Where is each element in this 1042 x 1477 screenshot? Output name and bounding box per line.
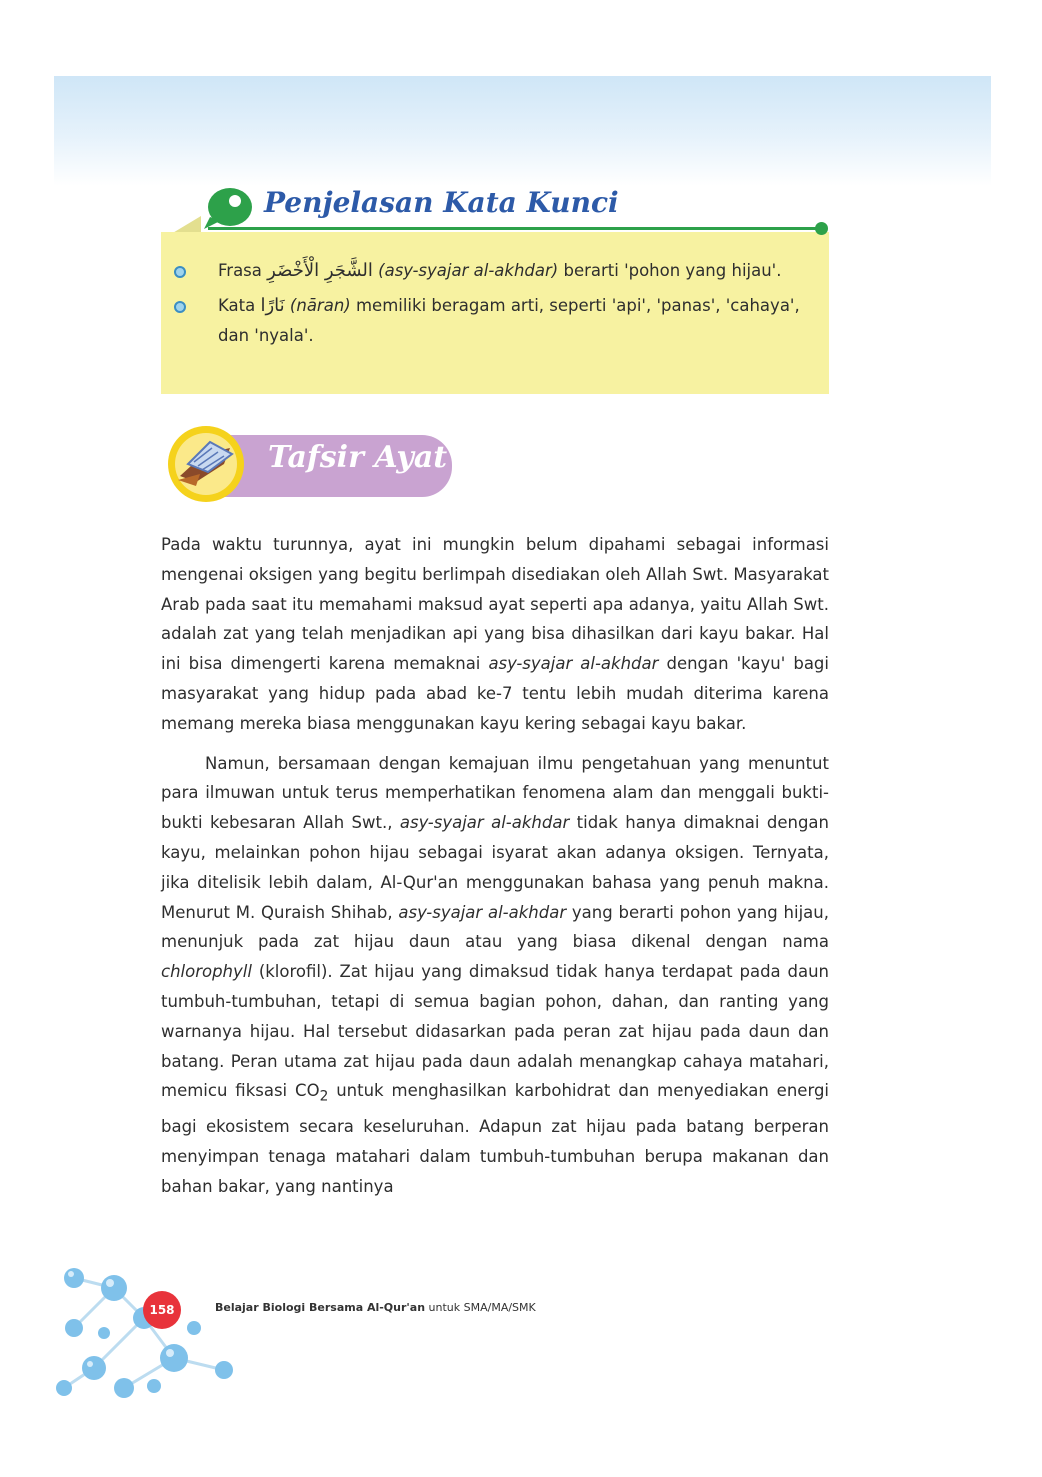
key-term-item: Frasa الشَّجَرِ الْأَخْضَرِ (asy-syajar al-akhdar) berarti 'pohon yang hijau'.: [170, 256, 820, 286]
bullet-icon: [174, 266, 186, 278]
key-terms-title: Penjelasan Kata Kunci: [264, 186, 619, 219]
molecule-decoration-icon: [54, 1258, 244, 1406]
page-number: 158: [143, 1291, 181, 1329]
tafsir-title: Tafsir Ayat: [268, 440, 448, 475]
transliteration: (asy-syajar al-akhdar): [378, 261, 559, 280]
transliteration: (nāran): [289, 296, 351, 315]
footer-book-title: Belajar Biologi Bersama Al-Qur'an untuk SMA/MA/SMK: [215, 1301, 536, 1314]
bullet-icon: [174, 301, 186, 313]
tafsir-illustration-icon: [166, 424, 246, 504]
speech-bubble-icon: [202, 187, 254, 231]
key-terms-rule: [208, 227, 822, 230]
paragraph: Pada waktu turunnya, ayat ini mungkin belum dipahami sebagai informasi mengenai oksigen yang begitu berlimpah disediakan oleh Allah Swt. Masyarakat Arab pada saat itu memahami maksud ayat seperti apa adanya, yaitu Allah Swt. adalah zat yang telah menjadikan api yang bisa dihasilkan dari kayu bakar. Hal ini bisa dimengerti karena memaknai asy-syajar al-akhdar dengan 'kayu' bagi masyarakat yang hidup pada abad ke-7 tentu lebih mudah diterima karena memang mereka biasa menggunakan kayu kering sebagai kayu bakar.: [161, 535, 829, 733]
key-term-item: Kata نَارًا (nāran) memiliki beragam arti, seperti 'api', 'panas', 'cahaya', dan 'nyala'.: [170, 291, 820, 351]
tafsir-body: [161, 530, 829, 1202]
header-gradient-band: [54, 76, 991, 186]
key-terms-list: [170, 256, 820, 356]
arabic-term: الشَّجَرِ الْأَخْضَرِ: [267, 260, 373, 281]
key-terms-rule-dot: [815, 222, 828, 235]
arabic-term: نَارًا: [260, 295, 285, 316]
paragraph: Namun, bersamaan dengan kemajuan ilmu pengetahuan yang menuntut para ilmuwan untuk terus memperhatikan fenomena alam dan menggali bukti-bukti kebesaran Allah Swt., asy-syajar al-akhdar tidak hanya dimaknai dengan kayu, melainkan pohon hijau sebagai isyarat akan adanya oksigen. Ternyata, jika ditelisik lebih dalam, Al-Qur'an menggunakan bahasa yang penuh makna. Menurut M. Quraish Shihab, asy-syajar al-akhdar yang berarti pohon yang hijau, menunjuk pada zat hijau daun atau yang biasa dikenal dengan nama chlorophyll (klorofil). Zat hijau yang dimaksud tidak hanya terdapat pada daun tumbuh-tumbuhan, tetapi di semua bagian pohon, dahan, dan ranting yang warnanya hijau. Hal tersebut didasarkan pada peran zat hijau pada daun dan batang. Peran utama zat hijau pada daun adalah menangkap cahaya matahari, memicu fiksasi $CO_2$ untuk menghasilkan karbohidrat dan menyediakan energi bagi ekosistem secara keseluruhan. Adapun zat hijau pada batang berperan menyimpan tenaga matahari dalam tumbuh-tumbuhan berupa makanan dan bahan bakar, yang nantinya: [161, 753, 830, 1197]
